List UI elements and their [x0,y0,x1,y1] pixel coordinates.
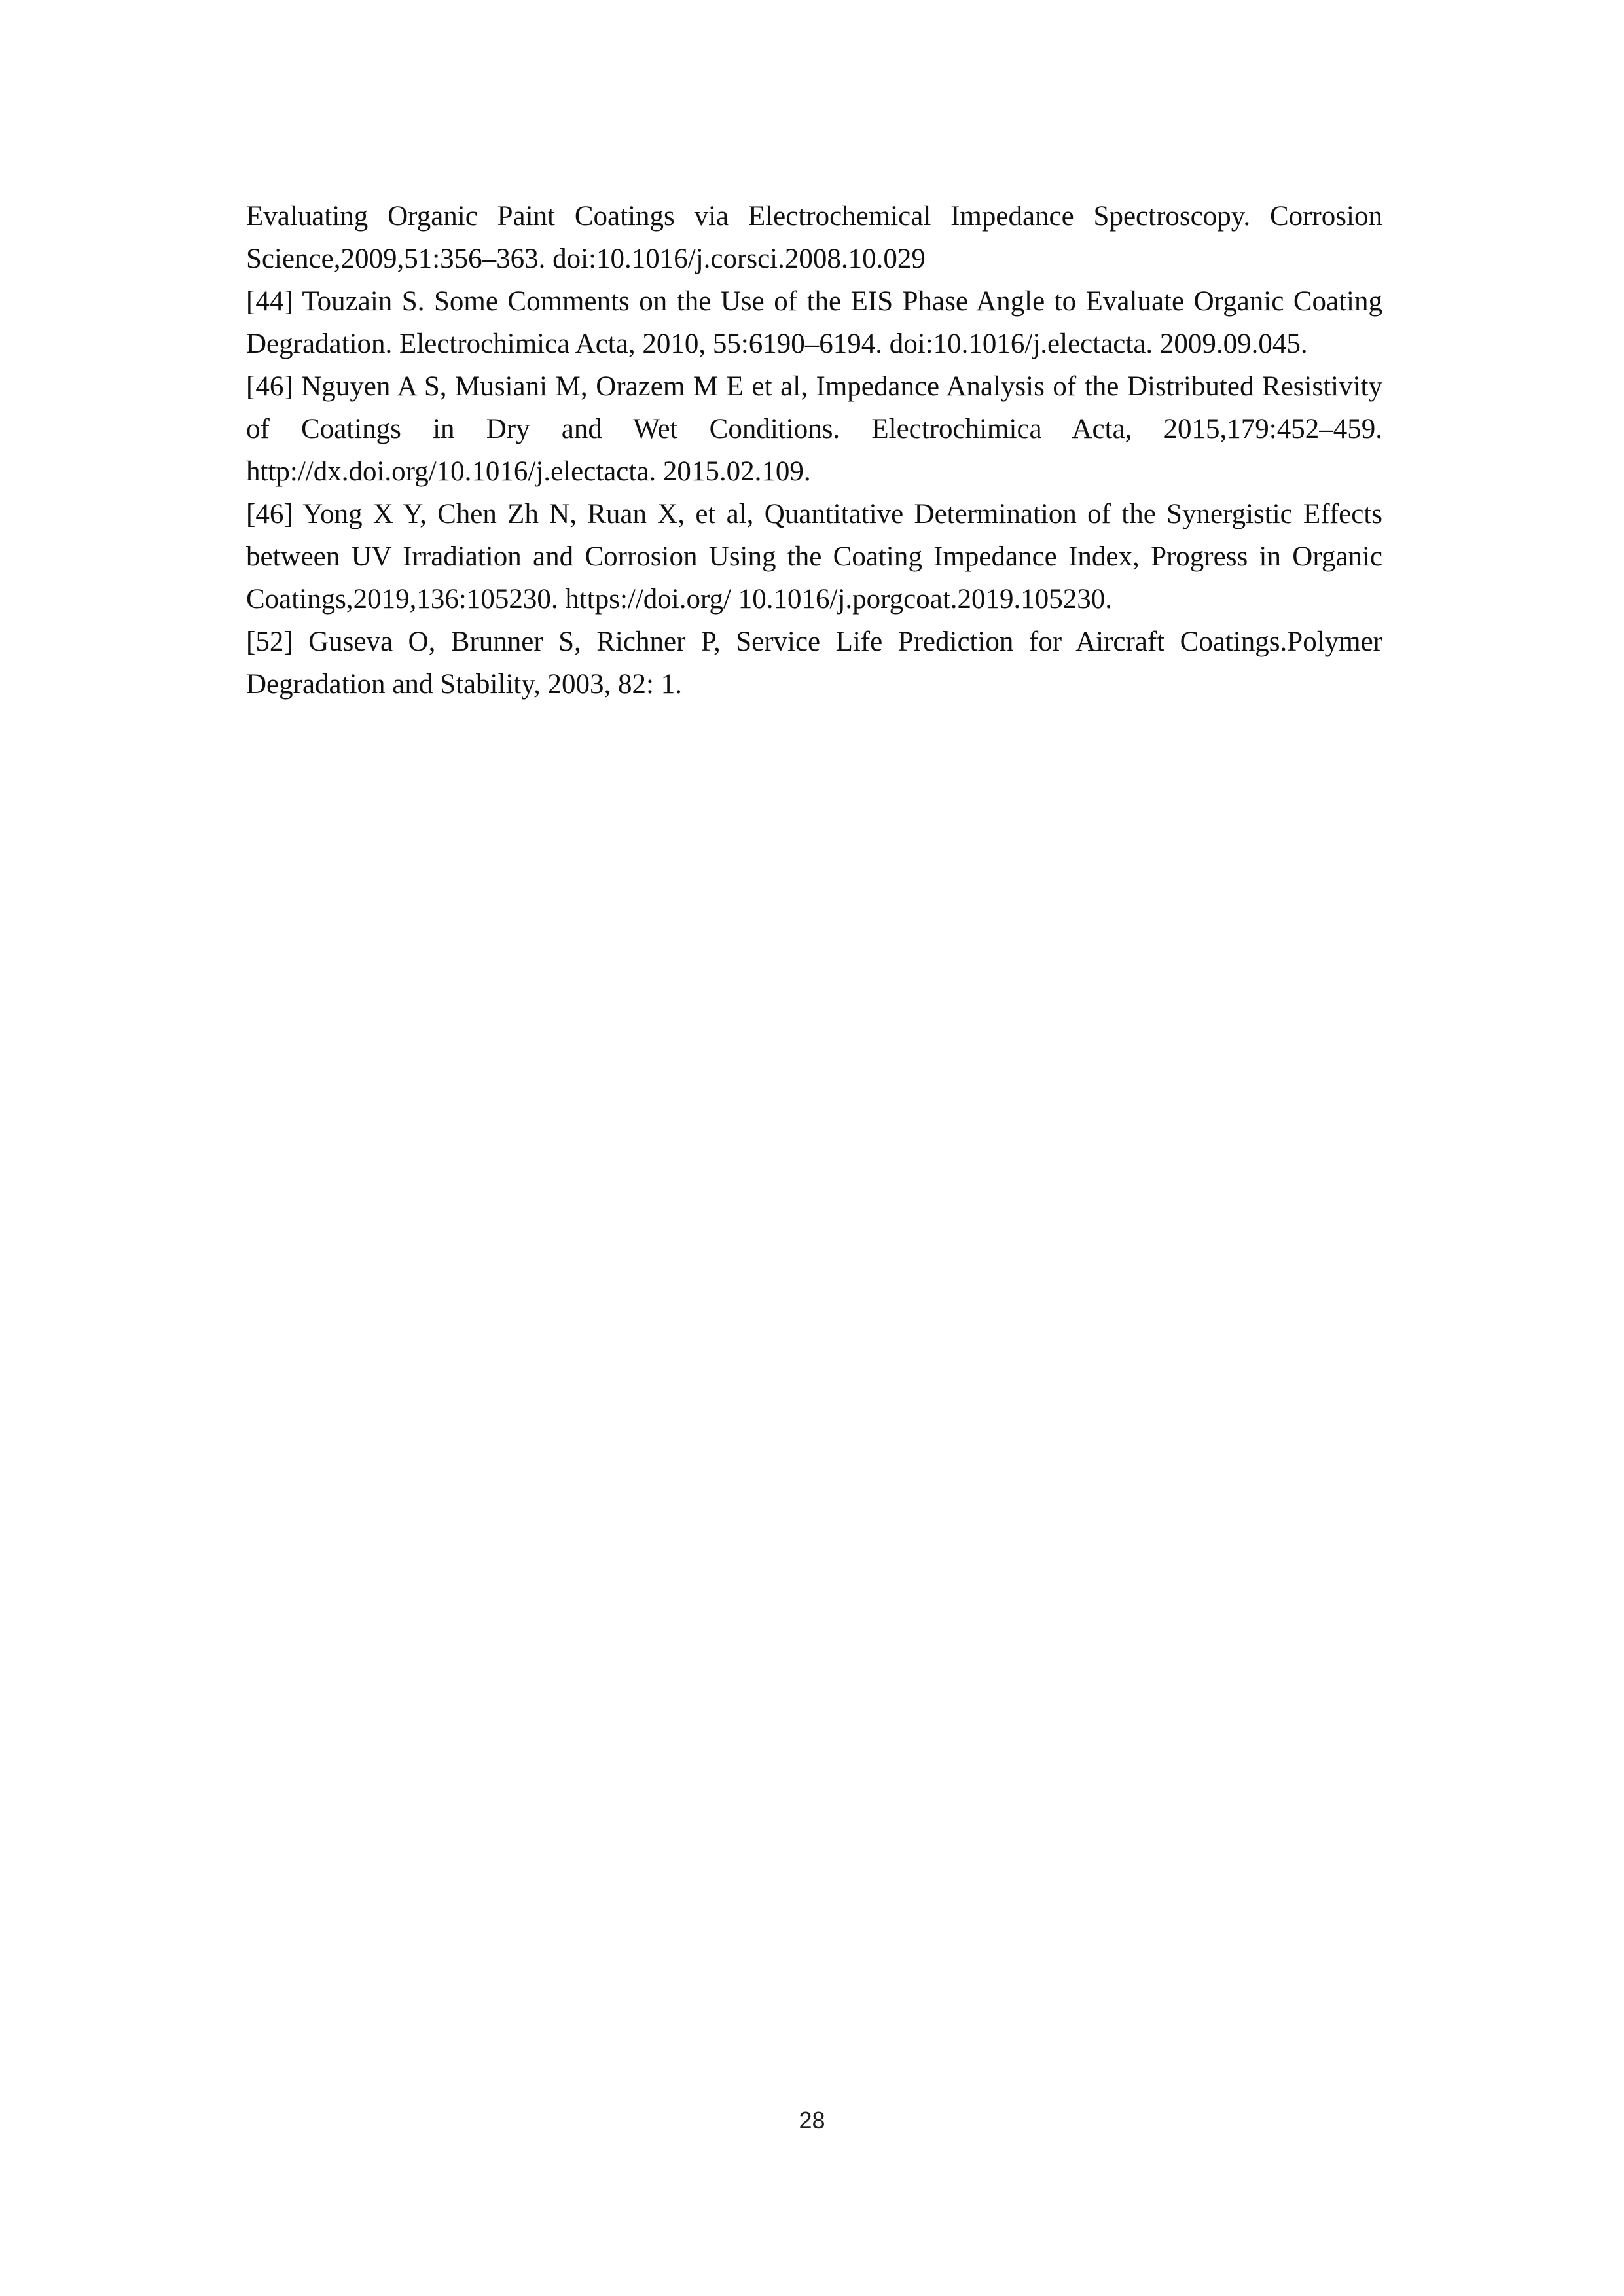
page-number: 28 [799,2107,825,2134]
reference-entry [246,365,1382,493]
reference-list [246,195,1382,706]
reference-line: Evaluating Organic Paint Coatings via Electrochemical Impedance Spectroscopy. Corrosion [246,201,1382,232]
reference-entry [246,280,1382,365]
reference-line: Science,2009,51:356–363. doi:10.1016/j.corsci.2008.10.029 [246,243,926,274]
reference-line: Degradation and Stability, 2003, 82: 1. [246,669,682,700]
reference-line: between UV Irradiation and Corrosion Using the Coating Impedance Index, Progress in Organic [246,541,1382,572]
reference-line: http://dx.doi.org/10.1016/j.electacta. 2015.02.109. [246,456,811,487]
reference-entry [246,195,1382,280]
reference-line: Coatings,2019,136:105230. https://doi.org/ 10.1016/j.porgcoat.2019.105230. [246,584,1113,615]
reference-entry [246,493,1382,620]
reference-line: [52] Guseva O, Brunner S, Richner P, Service Life Prediction for Aircraft Coatings.Polymer [246,626,1382,657]
reference-line: [46] Yong X Y, Chen Zh N, Ruan X, et al, Quantitative Determination of the Synergistic Effects [246,499,1382,529]
reference-line: [46] Nguyen A S, Musiani M, Orazem M E et al, Impedance Analysis of the Distributed Resistivity [246,371,1382,402]
reference-line: Degradation. Electrochimica Acta, 2010, 55:6190–6194. doi:10.1016/j.electacta. 2009.09.045. [246,329,1308,359]
reference-line: [44] Touzain S. Some Comments on the Use of the EIS Phase Angle to Evaluate Organic Coating [246,286,1382,317]
reference-line: of Coatings in Dry and Wet Conditions. Electrochimica Acta, 2015,179:452–459. [246,414,1382,444]
reference-entry [246,620,1382,706]
